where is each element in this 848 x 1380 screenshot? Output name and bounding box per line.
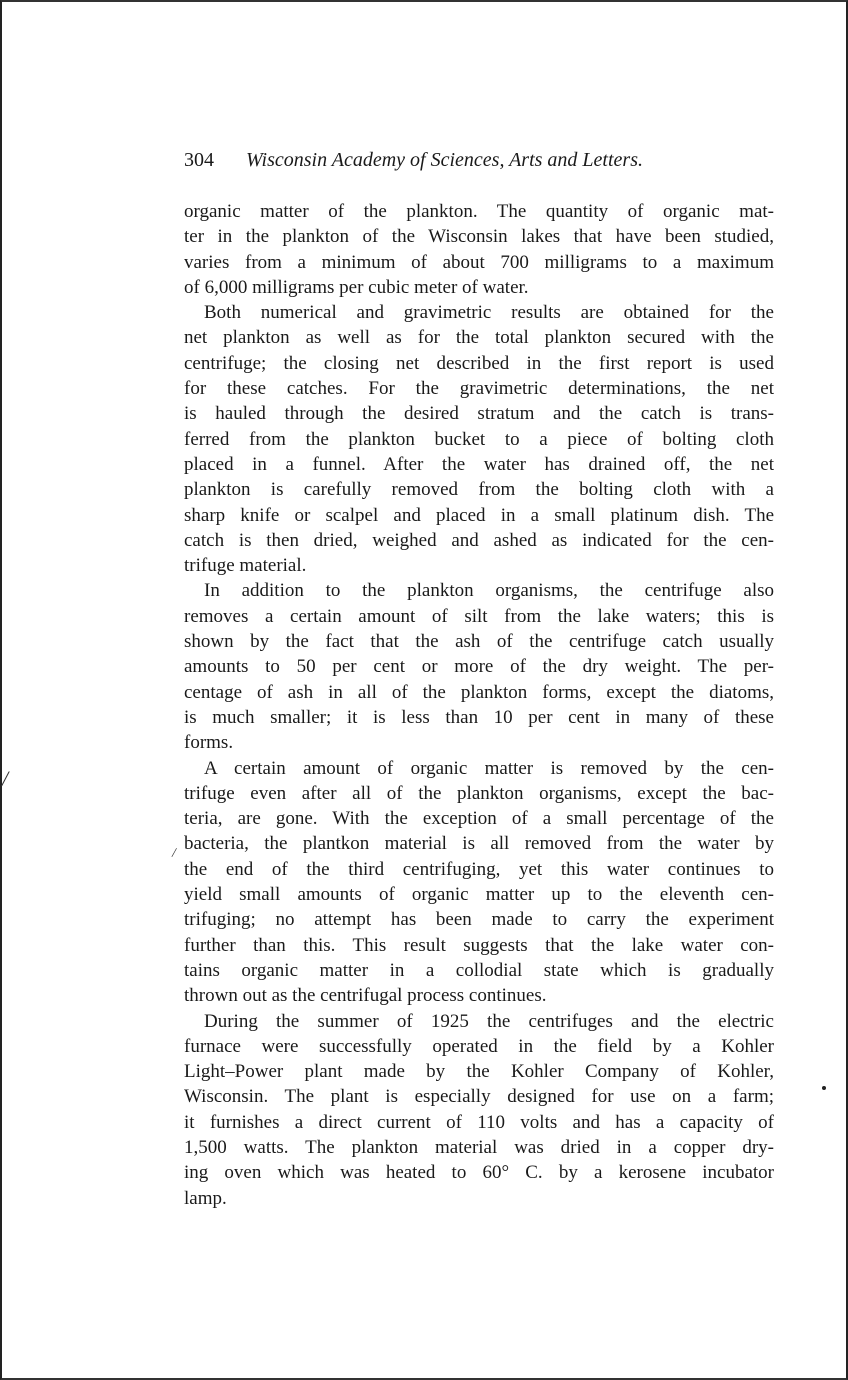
text-line: plankton is carefully removed from the bolting cloth with a: [184, 479, 774, 501]
text-line: trifuge even after all of the plankton organisms, except the bac-: [184, 782, 774, 804]
text-line: net plankton as well as for the total plankton secured with the: [184, 327, 774, 349]
text-line: of 6,000 milligrams per cubic meter of water.: [184, 276, 529, 298]
text-line: During the summer of 1925 the centrifuges and the electric: [204, 1010, 774, 1032]
text-line: thrown out as the centrifugal process continues.: [184, 985, 547, 1007]
scan-mark: /: [170, 845, 178, 862]
scan-dot: [822, 1086, 826, 1090]
text-line: the end of the third centrifuging, yet this water continues to: [184, 858, 774, 880]
text-line: placed in a funnel. After the water has drained off, the net: [184, 453, 774, 475]
text-line: centrifuge; the closing net described in the first report is used: [184, 352, 774, 374]
text-line: for these catches. For the gravimetric determinations, the net: [184, 378, 774, 400]
text-line: In addition to the plankton organisms, the centrifuge also: [204, 580, 774, 602]
text-line: ferred from the plankton bucket to a piece of bolting cloth: [184, 428, 774, 450]
text-line: trifuging; no attempt has been made to carry the experiment: [184, 909, 774, 931]
text-line: centage of ash in all of the plankton forms, except the diatoms,: [184, 681, 774, 703]
text-line: A certain amount of organic matter is removed by the cen-: [204, 757, 774, 779]
text-line: catch is then dried, weighed and ashed as indicated for the cen-: [184, 529, 774, 551]
text-line: further than this. This result suggests that the lake water con-: [184, 934, 774, 956]
text-line: it furnishes a direct current of 110 volts and has a capacity of: [184, 1111, 774, 1133]
text-line: organic matter of the plankton. The quantity of organic mat-: [184, 201, 774, 222]
text-line: furnace were successfully operated in the field by a Kohler: [184, 1035, 774, 1057]
text-line: 1,500 watts. The plankton material was dried in a copper dry-: [184, 1136, 774, 1158]
text-line: Both numerical and gravimetric results are obtained for the: [204, 302, 774, 324]
text-line: Wisconsin. The plant is especially designed for use on a farm;: [184, 1086, 774, 1108]
text-line: varies from a minimum of about 700 milligrams to a maximum: [184, 251, 774, 273]
paragraph: [184, 300, 774, 578]
paragraph: [184, 756, 774, 1009]
paragraph: [184, 578, 774, 755]
scan-mark: /: [2, 766, 9, 791]
paragraph: [184, 199, 774, 300]
journal-title: Wisconsin Academy of Sciences, Arts and Letters.: [246, 149, 643, 171]
text-line: teria, are gone. With the exception of a small percentage of the: [184, 808, 774, 830]
text-line: ter in the plankton of the Wisconsin lakes that have been studied,: [184, 226, 774, 248]
text-line: trifuge material.: [184, 555, 307, 577]
text-line: shown by the fact that the ash of the centrifuge catch usually: [184, 631, 774, 653]
text-line: sharp knife or scalpel and placed in a small platinum dish. The: [184, 504, 774, 526]
text-line: ing oven which was heated to 60° C. by a kerosene incubator: [184, 1162, 774, 1184]
text-line: bacteria, the plantkon material is all removed from the water by: [184, 833, 774, 855]
page-number: 304: [184, 149, 214, 171]
text-line: is much smaller; it is less than 10 per cent in many of these: [184, 706, 774, 728]
text-line: Light–Power plant made by the Kohler Company of Kohler,: [184, 1061, 774, 1083]
text-line: amounts to 50 per cent or more of the dry weight. The per-: [184, 656, 774, 678]
text-line: removes a certain amount of silt from the lake waters; this is: [184, 605, 774, 627]
text-line: tains organic matter in a collodial state which is gradually: [184, 959, 774, 981]
body-text: [184, 199, 774, 1211]
text-line: lamp.: [184, 1187, 227, 1209]
paragraph: [184, 1009, 774, 1211]
text-line: forms.: [184, 732, 234, 754]
text-line: yield small amounts of organic matter up to the eleventh cen-: [184, 884, 774, 906]
running-head: [184, 147, 784, 173]
text-line: is hauled through the desired stratum and the catch is trans-: [184, 403, 774, 425]
